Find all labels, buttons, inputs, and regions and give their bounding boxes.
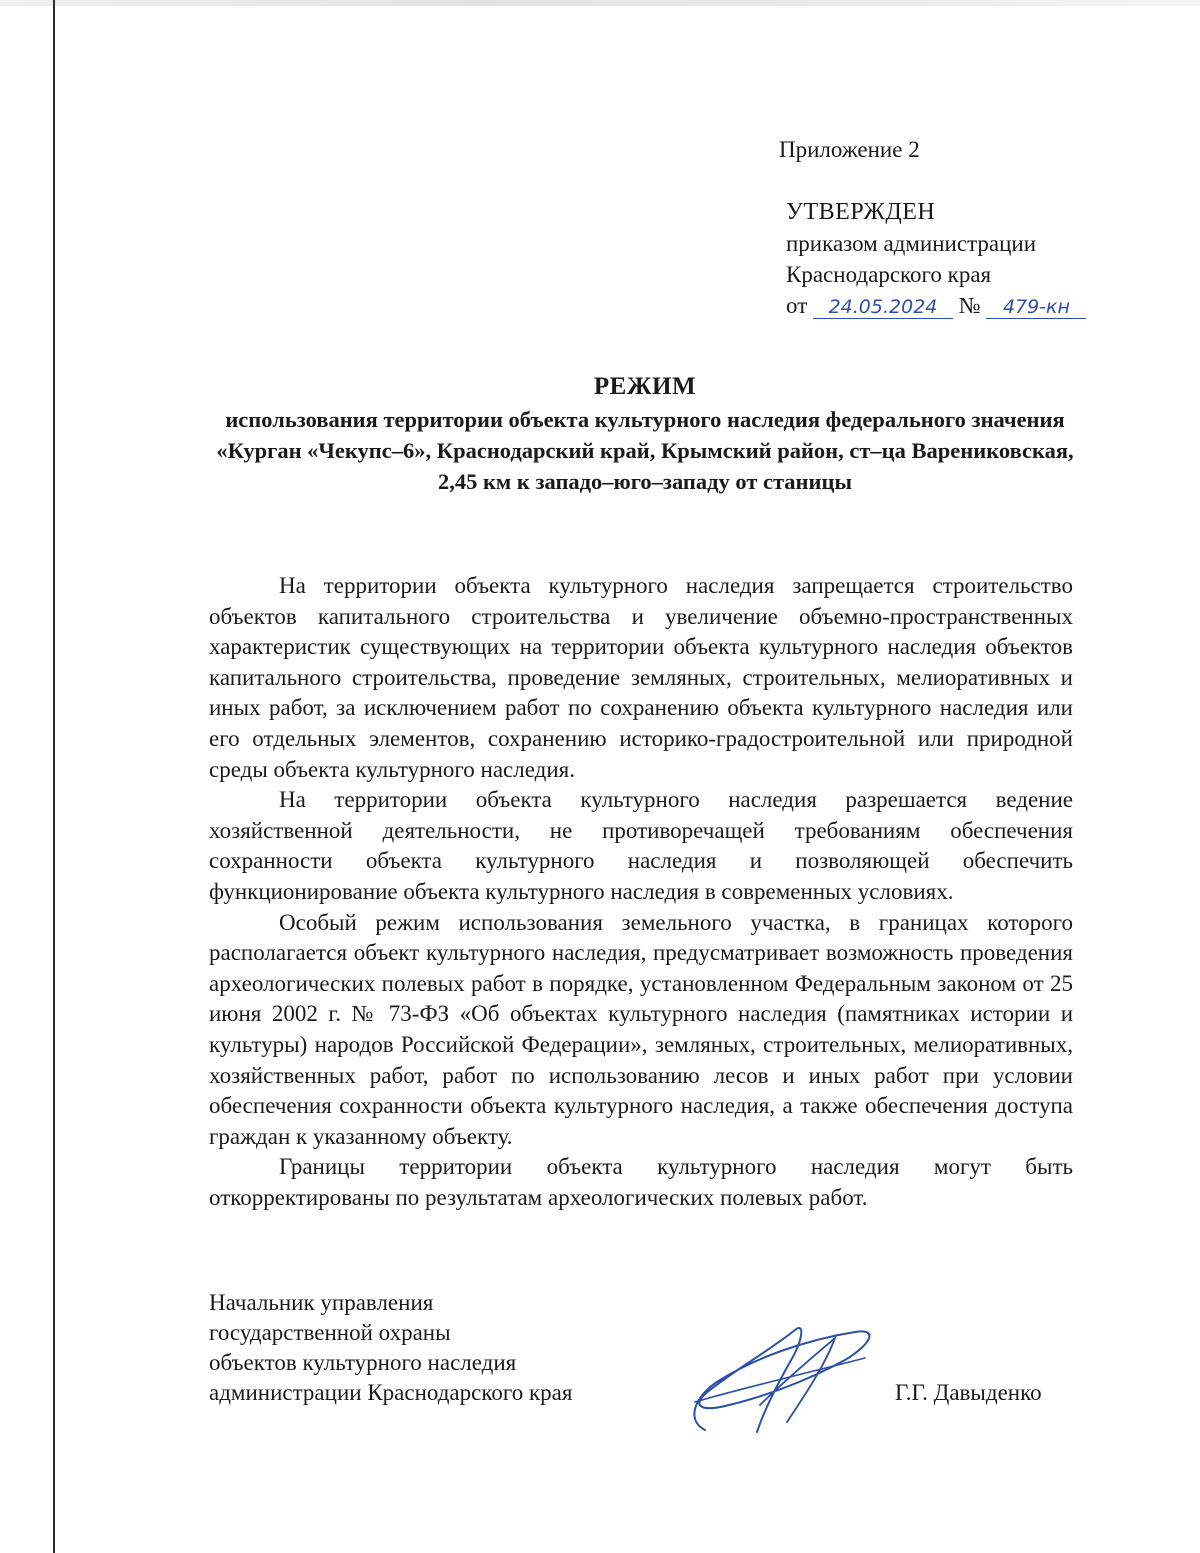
approval-heading: УТВЕРЖДЕН xyxy=(786,199,936,225)
position-line-2: государственной охраны xyxy=(209,1320,451,1345)
title-subtitle-text: использования территории объекта культурного наследия федерального значения «Курган «Чекупс–6», Краснодарский край, Крымский район, ст–ца Варениковская, 2,45 км к западо–юго–западу от станицы xyxy=(216,407,1074,494)
number-prefix: № xyxy=(958,293,981,318)
appendix-label: Приложение 2 xyxy=(779,137,920,162)
scan-top-shadow xyxy=(0,0,1200,6)
position-line-4: администрации Краснодарского края xyxy=(209,1380,573,1405)
signatory-position xyxy=(209,1288,572,1408)
paragraph-boundaries: Границы территории объекта культурного наследия могут быть откорректированы по результатам археологических полевых работ. xyxy=(209,1154,1073,1210)
paragraph-special-regime: Особый режим использования земельного участка, в границах которого располагается объект культурного наследия, предусматривает возможность проведения археологических полевых работ в порядке, установленном Федеральным законом от 25 июня 2002 г. № 73-ФЗ «Об объектах культурного наследия (памятниках истории и культуры) народов Российской Федерации», земляных, строительных, мелиоративных, хозяйственных работ, работ по использованию лесов и иных работ при условии обеспечения сохранности объекта культурного наследия, а также обеспечения доступа граждан к указанному объекту. xyxy=(209,909,1073,1149)
handwritten-number: 479-кн xyxy=(986,296,1086,319)
approval-line-1: приказом администрации xyxy=(786,231,1037,256)
paragraph-permitted-activity: На территории объекта культурного наследия разрешается ведение хозяйственной деятельности, не противоречащей требованиям обеспечения сохранности объекта культурного наследия и позволяющей обеспечить функционирование объекта культурного наследия в современных условиях. xyxy=(209,787,1073,904)
document-title xyxy=(195,370,1095,497)
handwritten-date: 24.05.2024 xyxy=(813,296,953,319)
position-line-3: объектов культурного наследия xyxy=(209,1350,517,1375)
document-body xyxy=(209,571,1073,1213)
approval-block xyxy=(786,197,1086,321)
approval-date-line xyxy=(786,290,1086,321)
signatory-name: Г.Г. Давыденко xyxy=(895,1380,1042,1405)
title-subtitle xyxy=(195,404,1095,497)
handwritten-signature xyxy=(665,1310,885,1440)
position-line-1: Начальник управления xyxy=(209,1290,434,1315)
scan-left-edge xyxy=(53,0,55,1553)
approval-line-2: Краснодарского края xyxy=(786,262,992,287)
paragraph-prohibitions: На территории объекта культурного наследия запрещается строительство объектов капитального строительства и увеличение объемно-пространственных характеристик существующих на территории объекта культурного наследия объектов капитального строительства, проведение земляных, строительных, мелиоративных и иных работ, за исключением работ по сохранению объекта культурного наследия или его отдельных элементов, сохранению историко-градостроительной или природной среды объекта культурного наследия. xyxy=(209,573,1073,782)
title-main: РЕЖИМ xyxy=(593,373,697,400)
date-prefix: от xyxy=(786,293,808,318)
